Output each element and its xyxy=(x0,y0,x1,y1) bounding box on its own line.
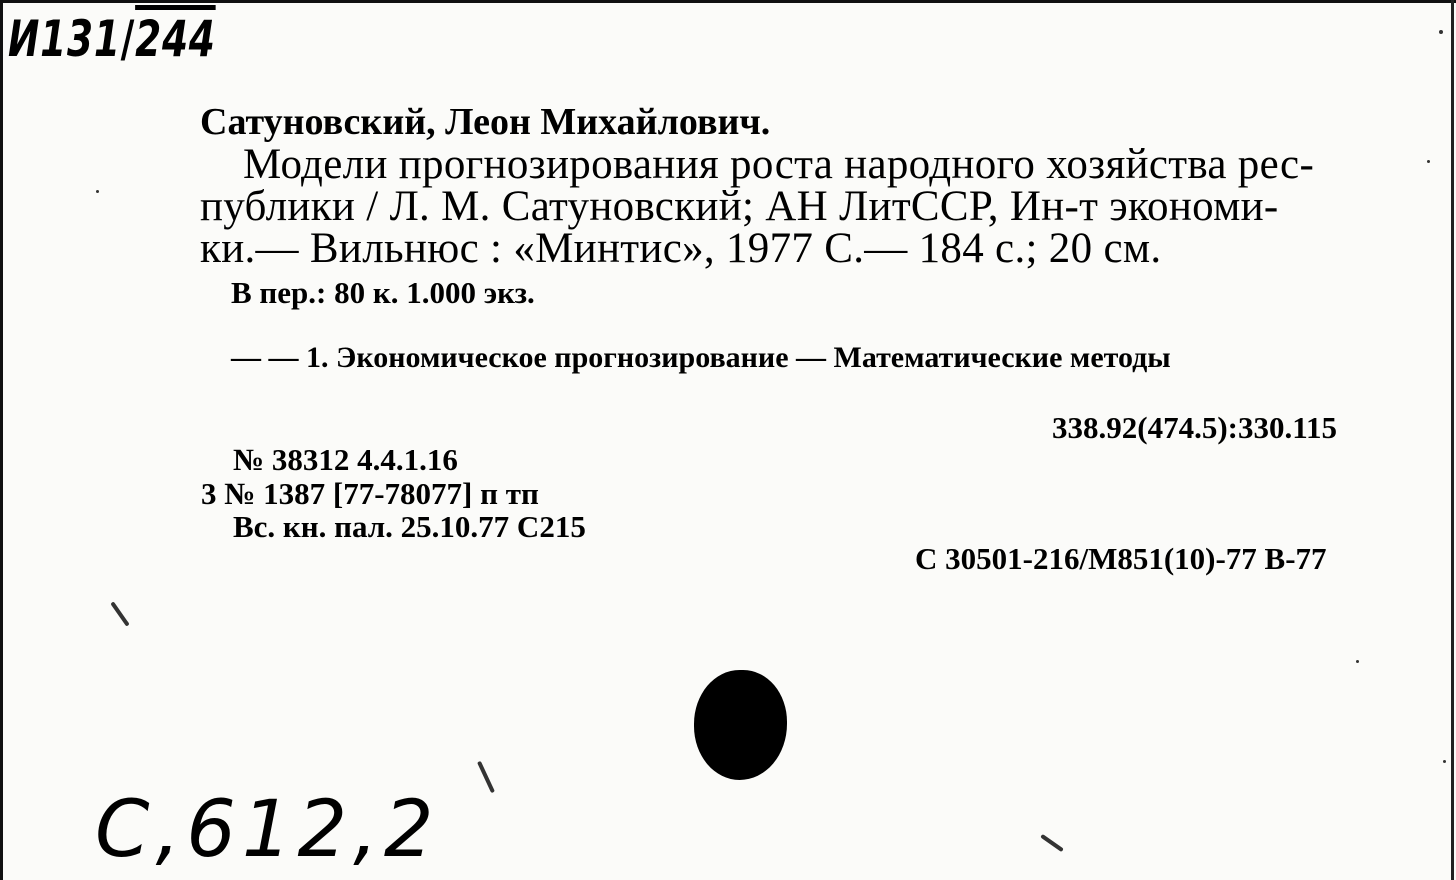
scan-speck xyxy=(1427,160,1430,163)
card-registration-number: № 38312 4.4.1.16 xyxy=(233,442,458,477)
card-top-edge xyxy=(0,0,1456,3)
card-udc-index: 338.92(474.5):330.115 xyxy=(1052,410,1338,445)
scan-speck xyxy=(1356,660,1359,663)
shelf-mark-main: И131 xyxy=(8,10,121,68)
card-title-line-2: публики / Л. М. Сатуновский; АН ЛитССР, Ин-т экономи- xyxy=(200,183,1279,230)
scan-speck xyxy=(1443,760,1446,763)
card-left-edge xyxy=(0,0,3,880)
card-title-line-1: Модели прогнозирования роста народного хозяйства рес- xyxy=(243,141,1315,188)
card-subject-heading: — — 1. Экономическое прогнозирование — Математические методы xyxy=(231,341,1171,374)
card-book-chamber-line: Вс. кн. пал. 25.10.77 С215 xyxy=(233,509,586,544)
handwritten-classification: С,612,2 xyxy=(95,785,440,875)
card-price-line: В пер.: 80 к. 1.000 экз. xyxy=(231,275,535,310)
card-bbk-code: С 30501-216/М851(10)-77 В-77 xyxy=(915,541,1327,576)
punch-hole xyxy=(694,670,787,780)
card-order-number: 3 № 1387 [77-78077] п тп xyxy=(201,476,539,511)
shelf-mark-sub: 244 xyxy=(135,10,216,68)
card-title-line-3: ки.— Вильнюс : «Минтис», 1977 С.— 184 с.; 20 см. xyxy=(200,225,1162,272)
scan-speck xyxy=(110,601,129,626)
card-right-edge xyxy=(1451,0,1454,880)
shelf-mark-separator: / xyxy=(120,10,136,68)
scan-speck xyxy=(1040,834,1064,852)
handwritten-shelf-mark xyxy=(8,10,216,68)
card-author: Сатуновский, Леон Михайлович. xyxy=(200,101,771,143)
scan-speck xyxy=(1439,30,1443,34)
scan-speck xyxy=(477,761,495,794)
scan-speck xyxy=(96,190,99,193)
